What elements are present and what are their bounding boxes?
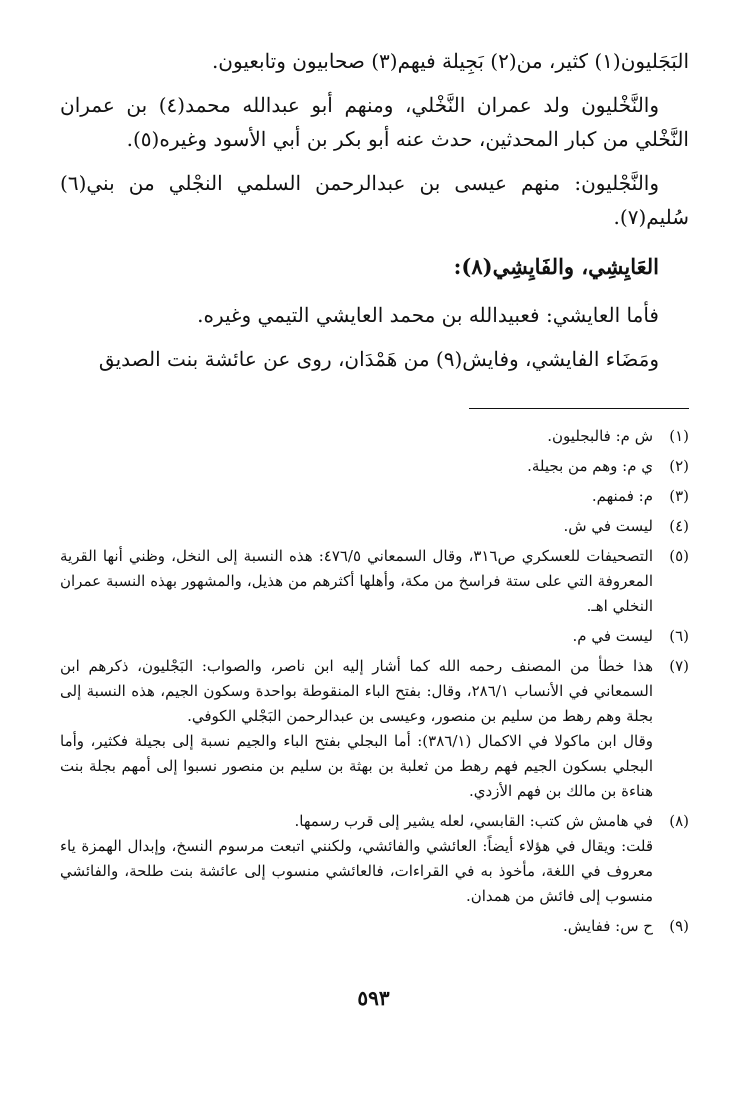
page-number: ٥٩٣ xyxy=(357,986,390,1010)
footnote xyxy=(60,544,689,619)
footnote-text: ي م: وهم من بجيلة. xyxy=(527,457,653,475)
footnote xyxy=(60,914,689,939)
footnote-text: ح س: ففايش. xyxy=(563,917,653,935)
footnote-number: (٨) xyxy=(669,812,689,830)
footnote-text: ليست في ش. xyxy=(563,517,653,535)
body-paragraph: والنَّجْليون: منهم عيسى بن عبدالرحمن السلمي النجْلي من بني(٦) سُليم(٧). xyxy=(60,171,689,229)
main-text xyxy=(60,44,689,386)
footnote-number: (٦) xyxy=(669,627,689,645)
body-paragraph: البَجَليون(١) كثير، من(٢) بَجِيلة فيهم(٣) صحابيون وتابعيون. xyxy=(211,49,689,73)
footnote xyxy=(60,424,689,449)
footnote-number: (٤) xyxy=(669,517,689,535)
footnote-number: (١) xyxy=(669,427,689,445)
footnote xyxy=(60,654,689,804)
footnote-text: وقال ابن ماكولا في الاكمال (٣٨٦/١): أما البجلي بفتح الباء والجيم نسبة إلى بجيلة فكثير، وأما البجلي بسكون الجيم فهم رهط من ثعلبة بن بهثة بن سليم بن منصور نسبوا إلى أمهم بجلة بنت هناءة بن مالك بن فهم الأزدي. xyxy=(60,732,653,800)
body-paragraph: والنَّخْليون ولد عمران النَّخْلي، ومنهم أبو عبدالله محمد(٤) بن عمران النَّخْلي من كبار المحدثين، حدث عنه أبو بكر بن أبي الأسود وغيره(٥). xyxy=(60,93,689,151)
footnote xyxy=(60,484,689,509)
body-paragraph: فأما العايشي: فعبيدالله بن محمد العايشي التيمي وغيره. xyxy=(197,303,659,327)
footnote-number: (٣) xyxy=(669,487,689,505)
body-paragraph: ومَضَاء الفايشي، وفايش(٩) من هَمْدَان، روى عن عائشة بنت الصديق xyxy=(98,347,659,371)
footnote-text: ليست في م. xyxy=(572,627,653,645)
footnotes xyxy=(60,424,689,944)
footnote-number: (٧) xyxy=(669,657,689,675)
section-heading: العَايِشِي، والفَايِشِي(٨): xyxy=(453,254,659,279)
footnote-text: في هامش ش كتب: القابسي، لعله يشير إلى قرب رسمها. xyxy=(294,812,653,830)
footnote-number: (٥) xyxy=(669,547,689,565)
footnote xyxy=(60,454,689,479)
footnote xyxy=(60,514,689,539)
footnote-text: التصحيفات للعسكري ص٣١٦، وقال السمعاني ٤٧٦/٥: هذه النسبة إلى النخل، وظني أنها القرية المعروفة التي على ستة فراسخ من مكة، وأهلها أكثرهم من هذيل، والمشهور بهذه النسبة عمران النخلي اهـ. xyxy=(60,547,654,615)
footnote-text: ش م: فالبجليون. xyxy=(547,427,653,445)
footnote-number: (٩) xyxy=(669,917,689,935)
footnote xyxy=(60,624,689,649)
footnote-divider xyxy=(469,408,689,409)
footnote-number: (٢) xyxy=(669,457,689,475)
footnote-text: م: فمنهم. xyxy=(591,487,653,505)
footnote-text: هذا خطأ من المصنف رحمه الله كما أشار إليه ابن ناصر، والصواب: البَجْليون، ذكرهم ابن السمعاني في الأنساب ٢٨٦/١، وقال: بفتح الباء المنقوطة بواحدة وسكون الجيم، هذه النسبة إلى بجلة وهم رهط من سليم بن منصور، وعيسى بن عبدالرحمن البَجْلي الكوفي. xyxy=(60,657,653,725)
footnote-text: قلت: ويقال في هؤلاء أيضاً: العائشي والفائشي، ولكنني اتبعت مرسوم النسخ، وإبدال الهمزة ياء معروف في اللغة، مأخوذ به في القراءات، فالعائشي منسوب إلى عائشة بنت طلحة، والفائشي منسوب إلى فائش من همدان. xyxy=(60,837,653,905)
footnote xyxy=(60,809,689,909)
